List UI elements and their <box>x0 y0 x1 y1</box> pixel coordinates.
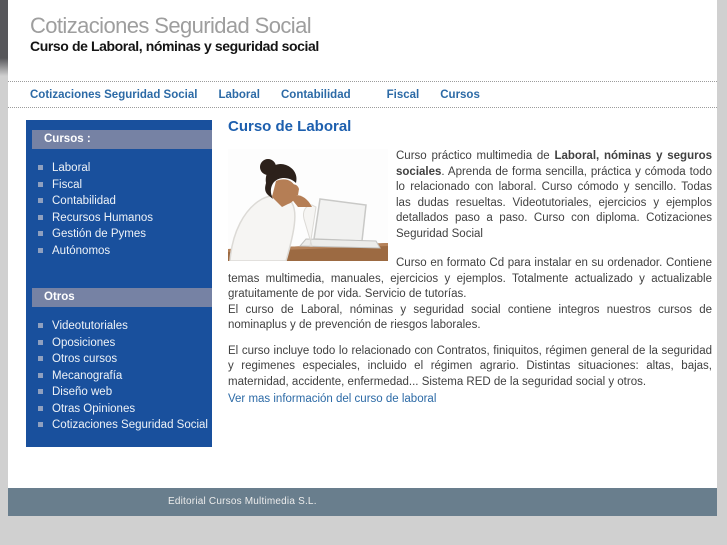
square-bullet-icon <box>38 373 43 378</box>
sidebar-section-otros <box>26 288 212 434</box>
square-bullet-icon <box>38 231 43 236</box>
paragraph-cd-format: Curso en formato Cd para instalar en su ordenador. Contiene temas multimedia, manuales, ejercicios y ejemplos. Totalmente actualizado y actualizable gratuitamente de por vida. Servicio de tutorías. <box>228 257 712 300</box>
sidebar-item-label: Mecanografía <box>52 369 123 382</box>
site-title: Cotizaciones Seguridad Social <box>30 13 311 38</box>
square-bullet-icon <box>38 356 43 361</box>
square-bullet-icon <box>38 406 43 411</box>
sidebar-item-label: Videotutoriales <box>52 320 128 332</box>
square-bullet-icon <box>38 215 43 220</box>
sidebar-item-label: Otros cursos <box>52 353 118 365</box>
course-photo-woman-laptop <box>228 149 388 261</box>
sidebar <box>26 120 212 447</box>
square-bullet-icon <box>38 182 43 187</box>
square-bullet-icon <box>38 248 43 253</box>
more-info-link[interactable]: Ver mas información del curso de laboral <box>228 393 437 405</box>
sidebar-item[interactable] <box>26 160 212 177</box>
sidebar-item[interactable] <box>26 417 212 434</box>
sidebar-item[interactable] <box>26 210 212 227</box>
square-bullet-icon <box>38 340 43 345</box>
nav-link[interactable]: Cursos <box>440 88 480 101</box>
sidebar-item[interactable] <box>26 243 212 260</box>
square-bullet-icon <box>38 198 43 203</box>
site-header <box>8 0 717 54</box>
nav-link[interactable]: Cotizaciones Seguridad Social <box>30 88 198 101</box>
site-subtitle: Curso de Laboral, nóminas y seguridad social <box>30 38 319 54</box>
sidebar-item-label: Recursos Humanos <box>52 211 153 224</box>
main-content <box>228 118 712 408</box>
sidebar-list-cursos <box>26 160 212 259</box>
sidebar-item-label: Gestión de Pymes <box>52 228 146 240</box>
main-nav <box>8 81 717 108</box>
square-bullet-icon <box>38 165 43 170</box>
paragraph-intro: Curso práctico multimedia de Laboral, nóminas y seguros sociales. Aprenda de forma sencilla, práctica y cómoda todo lo relacionado con laboral. Curso cómodo y sencillo. Todas las dudas resueltas. Videotutoriales, ejercicios y ejemplos detallados paso a paso. Curso con diploma. Cotizaciones Seguridad Social <box>396 150 712 240</box>
sidebar-section-title: Cursos : <box>32 130 212 149</box>
sidebar-item-label: Diseño web <box>52 386 113 398</box>
nav-link[interactable]: Contabilidad <box>280 88 351 101</box>
sidebar-section-title: Otros <box>32 288 212 307</box>
sidebar-item[interactable] <box>26 384 212 401</box>
square-bullet-icon <box>38 323 43 328</box>
nav-link[interactable]: Laboral <box>218 88 260 101</box>
sidebar-section-cursos <box>26 130 212 259</box>
sidebar-item-label: Fiscal <box>52 178 83 191</box>
sidebar-item[interactable] <box>26 368 212 385</box>
sidebar-item[interactable] <box>26 351 212 368</box>
sidebar-item-label: Contabilidad <box>52 195 116 207</box>
sidebar-item[interactable] <box>26 318 212 335</box>
sidebar-item-label: Cotizaciones Seguridad Social <box>52 419 208 431</box>
sidebar-item-label: Autónomos <box>52 244 111 257</box>
page-container <box>8 0 717 516</box>
footer <box>8 488 717 516</box>
footer-text: Editorial Cursos Multimedia S.L. <box>168 496 317 507</box>
intro-bold-text: Laboral, nóminas y seguros sociales <box>396 150 712 178</box>
nav-link[interactable]: Fiscal <box>386 88 420 101</box>
sidebar-item-label: Otras Opiniones <box>52 402 136 415</box>
sidebar-item[interactable] <box>26 177 212 194</box>
sidebar-item-label: Oposiciones <box>52 336 116 349</box>
top-left-dark-strip <box>0 0 8 78</box>
paragraph-includes: El curso incluye todo lo relacionado con Contratos, finiquitos, régimen general de la seguridad y regimenes especiales, incluido el régimen agrario. Distintas situaciones: altas, bajas, maternidad, accidente, enfermedad... Sistema RED de la seguridad social y otros. <box>228 344 712 388</box>
sidebar-item[interactable] <box>26 401 212 418</box>
square-bullet-icon <box>38 389 43 394</box>
sidebar-item[interactable] <box>26 335 212 352</box>
sidebar-item[interactable] <box>26 226 212 243</box>
sidebar-item-label: Laboral <box>52 162 91 174</box>
sidebar-list-otros <box>26 318 212 434</box>
square-bullet-icon <box>38 422 43 427</box>
sidebar-item[interactable] <box>26 193 212 210</box>
page-title: Curso de Laboral <box>228 118 352 135</box>
paragraph-contents: El curso de Laboral, nóminas y seguridad social contiene integros nuestros cursos de nominaplus y de prevención de riesgos laborales. <box>228 303 712 331</box>
